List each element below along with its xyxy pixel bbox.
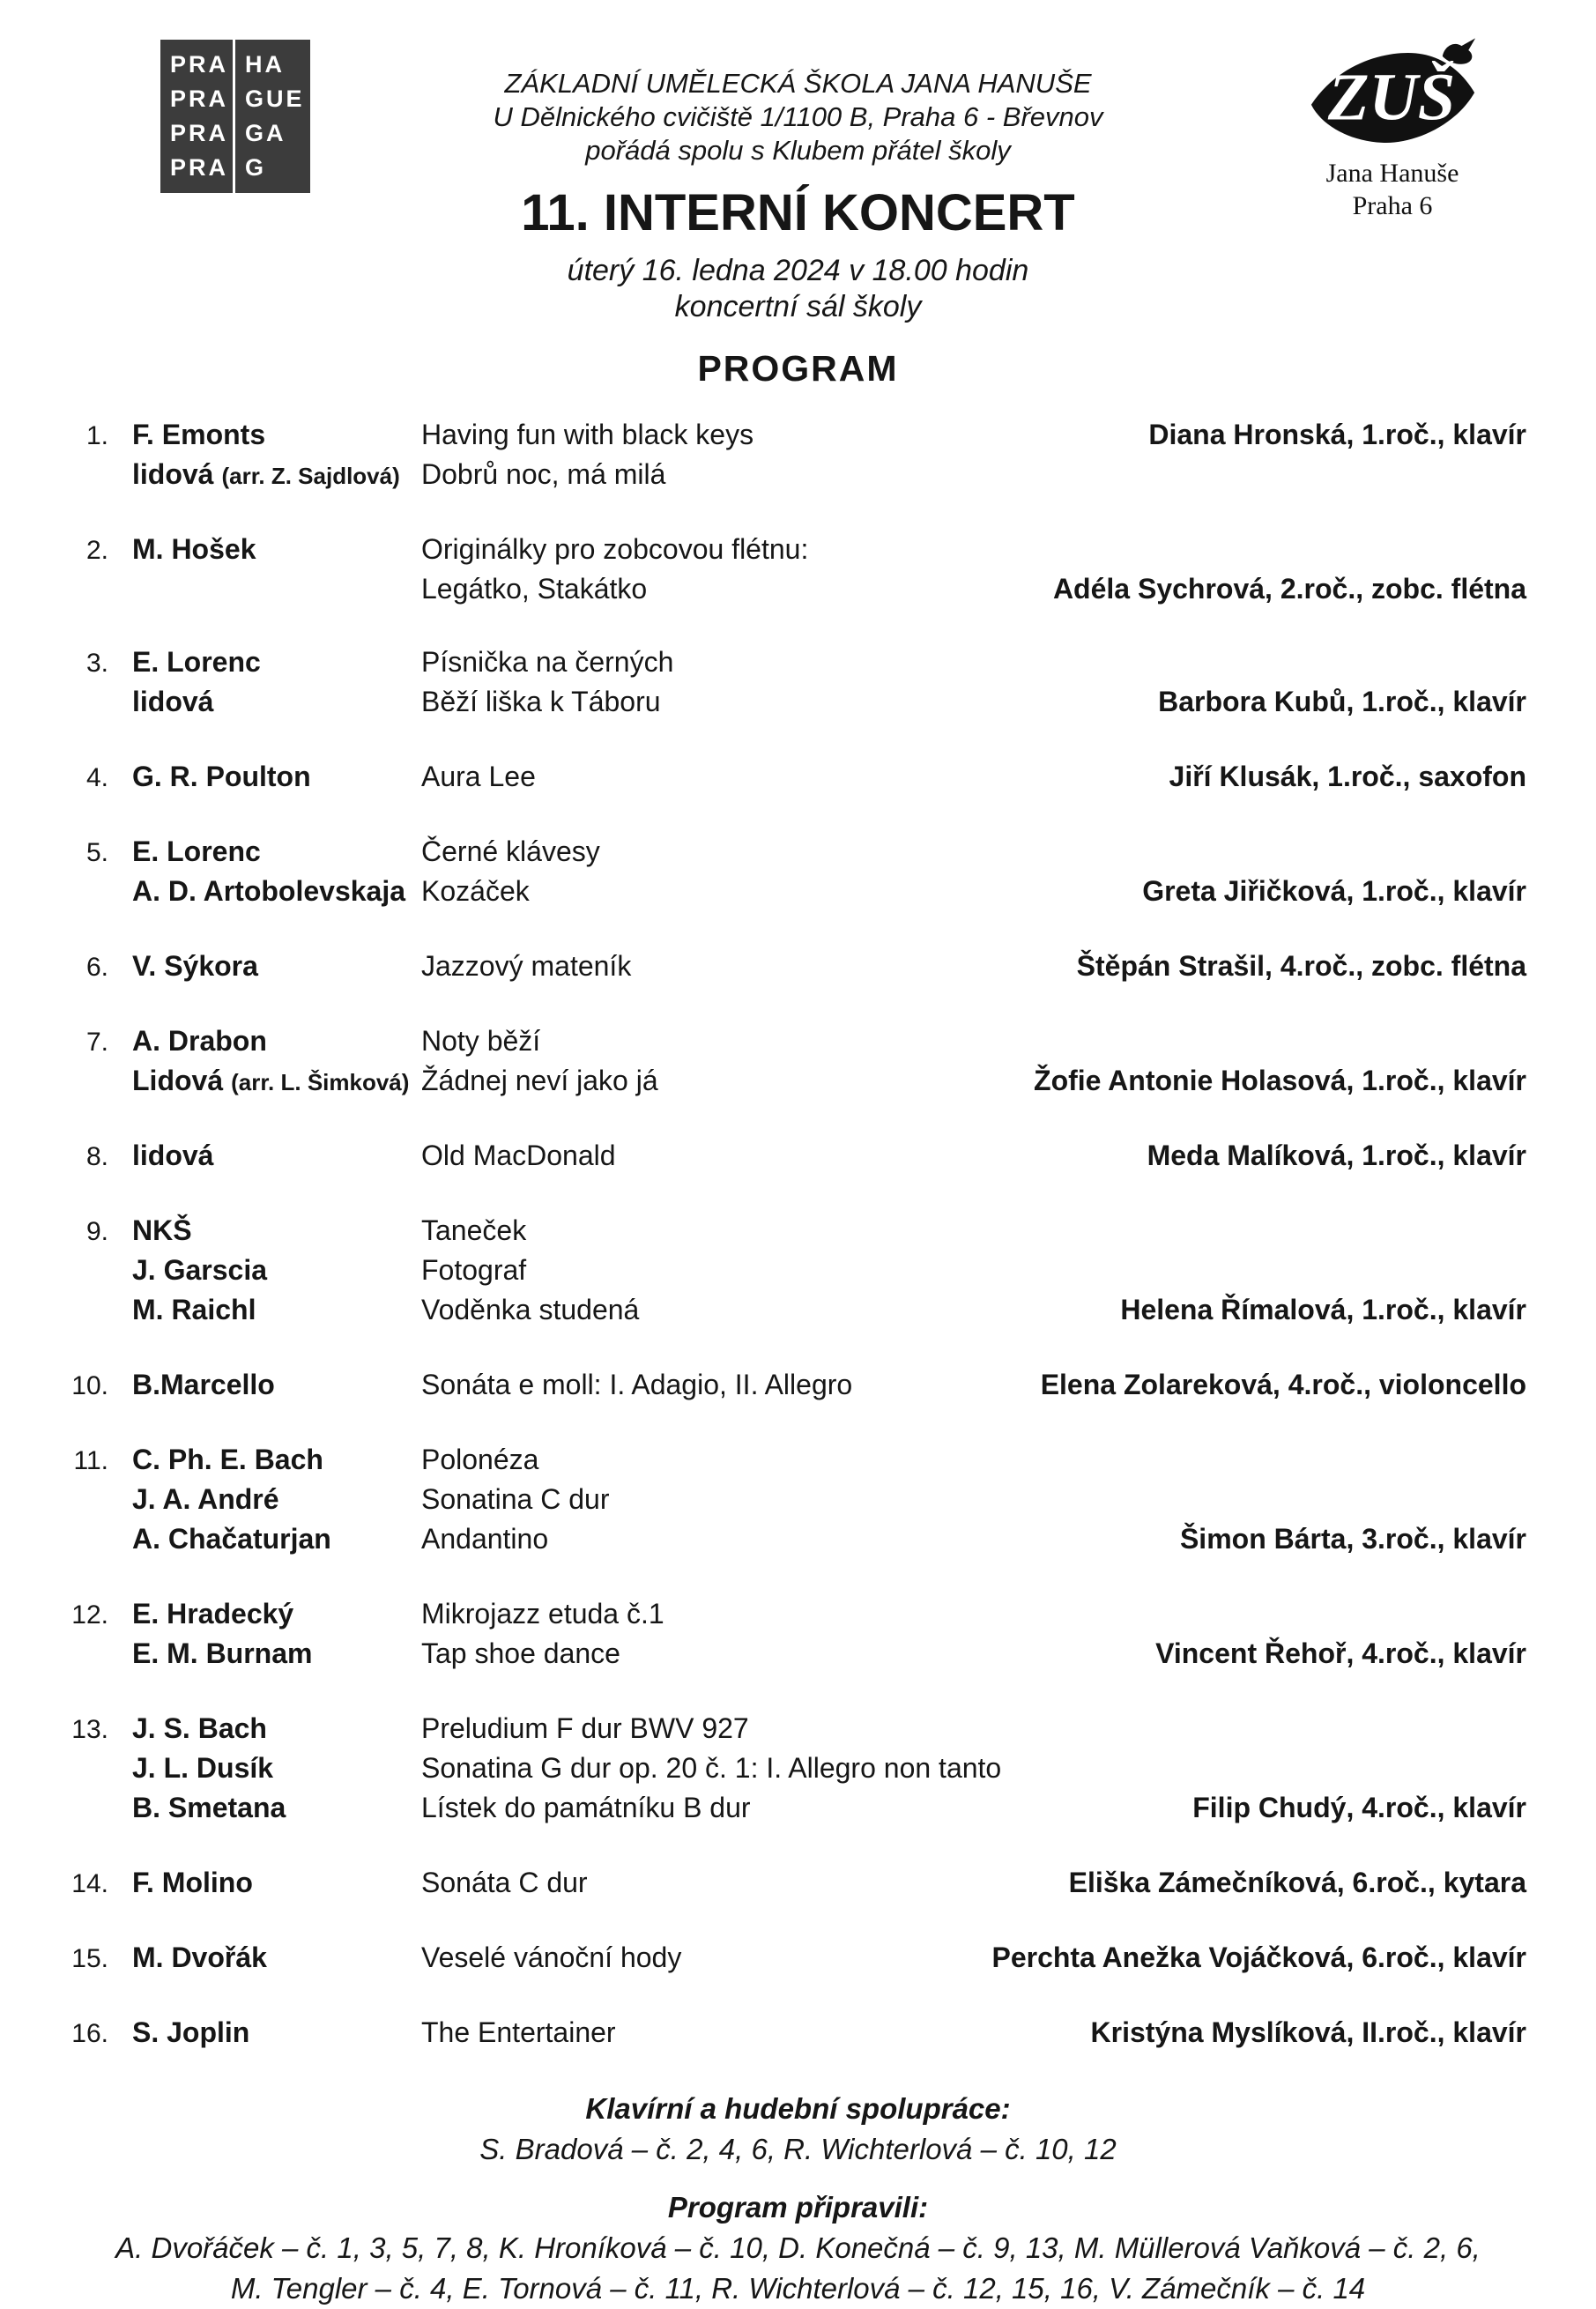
composer-cell xyxy=(108,416,421,456)
composer-cell xyxy=(108,1595,421,1635)
composer-cell xyxy=(108,758,421,798)
program-row xyxy=(66,683,1526,723)
arrangement-note: (arr. L. Šimková) xyxy=(231,1069,410,1095)
prepared-by-line: A. Dvořáček – č. 1, 3, 5, 7, 8, K. Hroníková – č. 10, D. Konečná – č. 9, 13, M. Müllerová Vaňková – č. 2, 6, xyxy=(115,2231,1481,2264)
program-row xyxy=(66,1520,1526,1560)
piece-title: The Entertainer xyxy=(421,2016,616,2048)
praha-logo-text: G xyxy=(245,154,267,181)
composer-name: E. M. Burnam xyxy=(132,1637,313,1669)
piece-title: Originálky pro zobcovou flétnu: xyxy=(421,533,809,565)
composer-name: J. A. André xyxy=(132,1483,279,1515)
program-item xyxy=(66,758,1526,798)
composer-name: F. Emonts xyxy=(132,419,266,450)
organizer-line: pořádá spolu s Klubem přátel školy xyxy=(585,135,1011,166)
school-address: U Dělnického cvičiště 1/1100 B, Praha 6 - Břevnov xyxy=(493,101,1103,132)
program-row xyxy=(66,1251,1526,1291)
program-row xyxy=(66,1366,1526,1406)
praha-logo-right-column xyxy=(235,40,310,193)
piece-title: Having fun with black keys xyxy=(421,419,754,450)
program-row xyxy=(66,570,1526,608)
program-item xyxy=(66,833,1526,912)
composer-name: A. D. Artobolevskaja xyxy=(132,875,406,907)
program-row xyxy=(66,947,1526,987)
performer-name: Perchta Anežka Vojáčková, 6.roč., klavír xyxy=(991,1941,1526,1973)
prepared-by-heading: Program připravili: xyxy=(667,2191,929,2224)
composer-cell xyxy=(108,1789,421,1829)
program-item xyxy=(66,1710,1526,1829)
item-number: 6. xyxy=(85,953,108,982)
composer-name: B. Smetana xyxy=(132,1792,286,1823)
item-number: 11. xyxy=(73,1446,108,1475)
performer-name: Adéla Sychrová, 2.roč., zobc. flétna xyxy=(1052,573,1526,605)
program-row xyxy=(66,1864,1526,1904)
program-row xyxy=(66,531,1526,570)
piece-title: Sonatina C dur xyxy=(421,1483,610,1515)
composer-name: Lidová xyxy=(132,1065,224,1096)
performer-name: Vincent Řehoř, 4.roč., klavír xyxy=(1155,1637,1526,1669)
piece-title: Old MacDonald xyxy=(421,1140,616,1171)
composer-name: B.Marcello xyxy=(132,1369,275,1400)
performer-name: Helena Římalová, 1.roč., klavír xyxy=(1120,1294,1526,1325)
piece-title: Jazzový mateník xyxy=(421,950,632,982)
program-item xyxy=(66,416,1526,495)
program-row xyxy=(66,1635,1526,1674)
piece-title: Polonéza xyxy=(421,1444,539,1475)
collaboration-line: S. Bradová – č. 2, 4, 6, R. Wichterlová – č. 10, 12 xyxy=(479,2133,1117,2165)
composer-cell xyxy=(108,1212,421,1251)
item-number: 12. xyxy=(71,1600,108,1630)
composer-name: A. Chačaturjan xyxy=(132,1523,331,1555)
arrangement-note: (arr. Z. Sajdlová) xyxy=(221,463,400,489)
performer-name: Meda Malíková, 1.roč., klavír xyxy=(1147,1140,1526,1171)
program-heading: PROGRAM xyxy=(697,348,899,389)
praha-logo-text: GA xyxy=(245,120,286,146)
collaboration-section xyxy=(0,2089,1596,2170)
praha-city-logo xyxy=(160,40,310,193)
program-item xyxy=(66,1939,1526,1979)
program-row xyxy=(66,1022,1526,1062)
piece-title: Voděnka studená xyxy=(421,1294,640,1325)
item-number: 2. xyxy=(85,536,108,565)
praha-logo-left-column xyxy=(160,40,235,193)
piece-title: Aura Lee xyxy=(421,761,536,792)
composer-name: E. Lorenc xyxy=(132,835,261,867)
program-item xyxy=(66,1864,1526,1904)
composer-cell xyxy=(108,1137,421,1177)
prepared-by-section xyxy=(0,2187,1596,2309)
piece-title: Tap shoe dance xyxy=(421,1637,620,1669)
program-item xyxy=(66,1595,1526,1674)
praha-logo-text: PRA xyxy=(170,154,229,181)
zus-eye-icon xyxy=(1306,35,1479,157)
composer-cell xyxy=(108,683,421,723)
program-item xyxy=(66,1366,1526,1406)
item-number: 16. xyxy=(71,2019,108,2048)
praha-logo-text: GUE xyxy=(245,85,305,112)
program-row xyxy=(66,1062,1526,1102)
item-number: 4. xyxy=(85,763,108,792)
program-item xyxy=(66,531,1526,608)
item-number: 13. xyxy=(71,1715,108,1744)
concert-date: úterý 16. ledna 2024 v 18.00 hodin xyxy=(567,254,1029,287)
piece-title: Noty běží xyxy=(421,1025,541,1057)
program-item xyxy=(66,1022,1526,1102)
composer-cell xyxy=(108,1251,421,1291)
performer-name: Diana Hronská, 1.roč., klavír xyxy=(1148,419,1526,450)
program-row xyxy=(66,2014,1526,2053)
performer-name: Jiří Klusák, 1.roč., saxofon xyxy=(1169,761,1526,792)
composer-cell xyxy=(108,1366,421,1406)
program-row xyxy=(66,1137,1526,1177)
piece-title: Sonáta e moll: I. Adagio, II. Allegro xyxy=(421,1369,853,1400)
composer-name: E. Lorenc xyxy=(132,646,261,678)
piece-title: Dobrů noc, má milá xyxy=(421,458,666,490)
praha-logo-text: HA xyxy=(245,51,285,78)
performer-name: Filip Chudý, 4.roč., klavír xyxy=(1192,1792,1526,1823)
composer-name: M. Dvořák xyxy=(132,1941,267,1973)
piece-title: Kozáček xyxy=(421,875,530,907)
composer-name: M. Hošek xyxy=(132,533,256,565)
composer-name: V. Sýkora xyxy=(132,950,258,982)
item-number: 9. xyxy=(85,1217,108,1246)
collaboration-heading: Klavírní a hudební spolupráce: xyxy=(585,2092,1011,2125)
composer-name: lidová xyxy=(132,1140,214,1171)
item-number: 14. xyxy=(71,1869,108,1898)
program-row xyxy=(66,1441,1526,1481)
composer-cell xyxy=(108,1710,421,1749)
composer-cell xyxy=(108,1749,421,1789)
praha-logo-text: PRA xyxy=(170,120,229,146)
piece-title: Žádnej neví jako já xyxy=(421,1065,658,1096)
program-row xyxy=(66,643,1526,683)
item-number: 15. xyxy=(71,1944,108,1973)
program-item xyxy=(66,2014,1526,2053)
zus-school-logo xyxy=(1280,35,1505,222)
composer-cell xyxy=(108,1441,421,1481)
performer-name: Šimon Bárta, 3.roč., klavír xyxy=(1179,1523,1526,1555)
praha-logo-text: PRA xyxy=(170,51,229,78)
program-item xyxy=(66,947,1526,987)
svg-text:ZUŠ: ZUŠ xyxy=(1327,59,1456,135)
composer-name: J. Garscia xyxy=(132,1254,267,1286)
performer-name: Greta Jiřičková, 1.roč., klavír xyxy=(1142,875,1526,907)
composer-name: M. Raichl xyxy=(132,1294,256,1325)
composer-cell xyxy=(108,2014,421,2053)
piece-title: Černé klávesy xyxy=(421,835,600,867)
composer-cell xyxy=(108,1520,421,1560)
composer-name: lidová xyxy=(132,686,214,717)
program-row xyxy=(66,1749,1526,1789)
item-number: 1. xyxy=(85,421,108,450)
program-row xyxy=(66,833,1526,872)
concert-title: 11. INTERNÍ KONCERT xyxy=(521,184,1075,241)
composer-cell xyxy=(108,947,421,987)
program-row xyxy=(66,456,1526,495)
composer-name: J. S. Bach xyxy=(132,1712,267,1744)
composer-name: NKŠ xyxy=(132,1214,192,1246)
composer-cell xyxy=(108,1481,421,1520)
composer-cell xyxy=(108,1864,421,1904)
composer-cell xyxy=(108,1939,421,1979)
prepared-by-line: M. Tengler – č. 4, E. Tornová – č. 11, R. Wichterlová – č. 12, 15, 16, V. Zámečník – č. 14 xyxy=(230,2272,1366,2305)
item-number: 10. xyxy=(71,1371,108,1400)
performer-name: Eliška Zámečníková, 6.roč., kytara xyxy=(1068,1867,1526,1898)
piece-title: Legátko, Stakátko xyxy=(421,573,648,605)
performer-name: Kristýna Myslíková, II.roč., klavír xyxy=(1090,2016,1526,2048)
composer-cell xyxy=(108,1291,421,1331)
program-row xyxy=(66,1481,1526,1520)
program-row xyxy=(66,1939,1526,1979)
program-row xyxy=(66,1710,1526,1749)
school-name: ZÁKLADNÍ UMĚLECKÁ ŠKOLA JANA HANUŠE xyxy=(504,68,1092,99)
piece-title: Sonatina G dur op. 20 č. 1: I. Allegro non tanto xyxy=(421,1752,1002,1784)
composer-name: lidová xyxy=(132,458,214,490)
piece-title: Písnička na černých xyxy=(421,646,674,678)
zus-logo-city: Praha 6 xyxy=(1352,191,1433,220)
program-item xyxy=(66,643,1526,723)
piece-title: Veselé vánoční hody xyxy=(421,1941,682,1973)
praha-logo-text: PRA xyxy=(170,85,229,112)
document-footer xyxy=(0,2089,1596,2309)
zus-logo-name: Jana Hanuše xyxy=(1325,159,1459,188)
program-item xyxy=(66,1212,1526,1331)
piece-title: Fotograf xyxy=(421,1254,527,1286)
composer-cell xyxy=(108,1062,421,1102)
composer-cell xyxy=(108,833,421,872)
item-number: 7. xyxy=(85,1028,108,1057)
composer-name: J. L. Dusík xyxy=(132,1752,274,1784)
composer-cell xyxy=(108,872,421,912)
performer-name: Žofie Antonie Holasová, 1.roč., klavír xyxy=(1034,1065,1526,1096)
performer-name: Štěpán Strašil, 4.roč., zobc. flétna xyxy=(1076,950,1526,982)
item-number: 8. xyxy=(85,1142,108,1171)
composer-name: C. Ph. E. Bach xyxy=(132,1444,323,1475)
performer-name: Barbora Kubů, 1.roč., klavír xyxy=(1158,686,1526,717)
composer-cell xyxy=(108,1635,421,1674)
program-row xyxy=(66,1212,1526,1251)
composer-cell xyxy=(108,531,421,570)
composer-name: E. Hradecký xyxy=(132,1598,294,1630)
piece-title: Preludium F dur BWV 927 xyxy=(421,1712,749,1744)
program-list xyxy=(0,416,1596,2053)
piece-title: Andantino xyxy=(421,1523,549,1555)
piece-title: Taneček xyxy=(421,1214,527,1246)
piece-title: Sonáta C dur xyxy=(421,1867,588,1898)
piece-title: Lístek do památníku B dur xyxy=(421,1792,751,1823)
program-row xyxy=(66,1291,1526,1331)
piece-title: Běží liška k Táboru xyxy=(421,686,661,717)
program-item xyxy=(66,1441,1526,1560)
program-item xyxy=(66,1137,1526,1177)
composer-name: G. R. Poulton xyxy=(132,761,311,792)
program-row xyxy=(66,1789,1526,1829)
composer-cell xyxy=(108,643,421,683)
composer-cell xyxy=(108,456,421,495)
item-number: 5. xyxy=(85,838,108,867)
composer-name: A. Drabon xyxy=(132,1025,267,1057)
performer-name: Elena Zolareková, 4.roč., violoncello xyxy=(1040,1369,1526,1400)
program-row xyxy=(66,758,1526,798)
composer-name: S. Joplin xyxy=(132,2016,250,2048)
item-number: 3. xyxy=(85,649,108,678)
program-row xyxy=(66,416,1526,456)
composer-cell xyxy=(108,1022,421,1062)
program-row xyxy=(66,872,1526,912)
concert-venue: koncertní sál školy xyxy=(674,290,922,323)
program-row xyxy=(66,1595,1526,1635)
piece-title: Mikrojazz etuda č.1 xyxy=(421,1598,664,1630)
composer-name: F. Molino xyxy=(132,1867,253,1898)
